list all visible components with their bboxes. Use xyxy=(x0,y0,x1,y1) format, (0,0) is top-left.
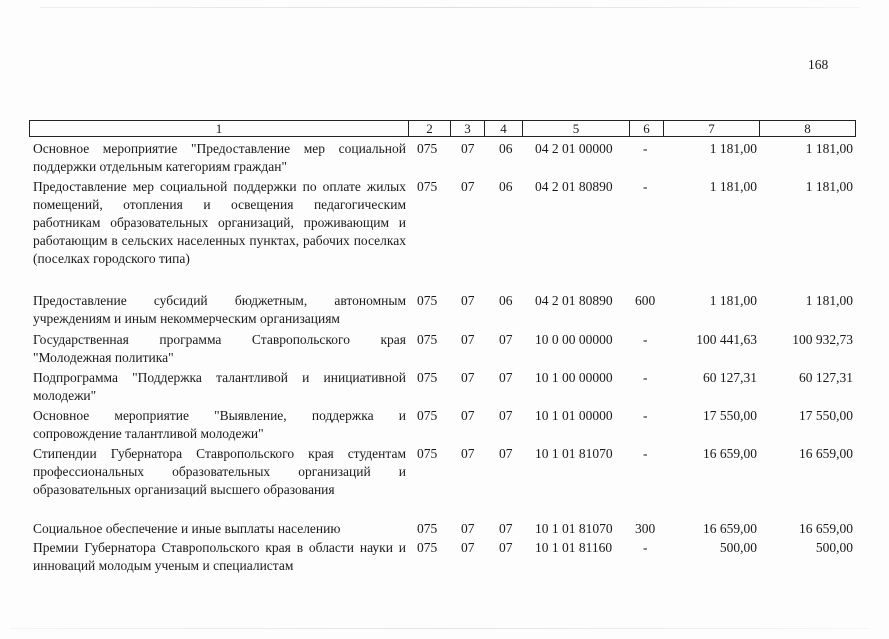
row-subsection: 06 xyxy=(499,293,513,308)
row-target-article: 04 2 01 80890 xyxy=(535,179,613,194)
row-section: 07 xyxy=(461,446,475,461)
row-amount-2: 16 659,00 xyxy=(799,446,853,461)
row-expense-type: - xyxy=(643,141,648,156)
row-subsection: 07 xyxy=(499,370,513,385)
scan-edge-bottom xyxy=(10,628,870,629)
row-expense-type: - xyxy=(643,179,648,194)
row-ministry-code: 075 xyxy=(417,408,438,423)
table-header xyxy=(29,120,856,137)
header-col-8: 8 xyxy=(759,121,855,136)
row-ministry-code: 075 xyxy=(417,540,438,555)
row-amount-1: 16 659,00 xyxy=(703,521,757,536)
row-ministry-code: 075 xyxy=(417,521,438,536)
row-description: Государственная программа Ставропольского края "Молодежная политика" xyxy=(33,332,406,365)
row-amount-2: 1 181,00 xyxy=(805,293,853,308)
row-target-article: 10 1 01 81160 xyxy=(535,540,613,555)
header-col-5: 5 xyxy=(522,121,629,136)
row-expense-type: - xyxy=(643,540,648,555)
row-target-article: 10 1 01 81070 xyxy=(535,446,613,461)
header-col-7: 7 xyxy=(663,121,759,136)
row-target-article: 10 1 01 00000 xyxy=(535,408,613,423)
row-description: Социальное обеспечение и иные выплаты населению xyxy=(33,521,341,536)
row-expense-type: - xyxy=(643,370,648,385)
row-subsection: 07 xyxy=(499,332,513,347)
row-target-article: 10 0 00 00000 xyxy=(535,332,613,347)
row-subsection: 07 xyxy=(499,540,513,555)
header-col-1: 1 xyxy=(215,121,223,136)
row-target-article: 10 1 00 00000 xyxy=(535,370,613,385)
row-subsection: 06 xyxy=(499,141,513,156)
row-description: Основное мероприятие "Выявление, поддержка и сопровождение талантливой молодежи" xyxy=(33,408,406,441)
row-target-article: 10 1 01 81070 xyxy=(535,521,613,536)
row-ministry-code: 075 xyxy=(417,293,438,308)
row-description: Предоставление субсидий бюджетным, автономным учреждениям и иным некоммерческим организациям xyxy=(33,293,406,326)
row-description: Стипендии Губернатора Ставропольского края студентам профессиональных образовательных организаций и образовательных организаций высшего образования xyxy=(33,446,406,497)
row-amount-1: 1 181,00 xyxy=(709,179,757,194)
row-amount-1: 100 441,63 xyxy=(696,332,757,347)
row-section: 07 xyxy=(461,521,475,536)
row-expense-type: - xyxy=(643,408,648,423)
header-col-3: 3 xyxy=(450,121,484,136)
row-subsection: 07 xyxy=(499,446,513,461)
row-ministry-code: 075 xyxy=(417,179,438,194)
header-col-6: 6 xyxy=(629,121,663,136)
row-section: 07 xyxy=(461,408,475,423)
row-subsection: 07 xyxy=(499,521,513,536)
row-target-article: 04 2 01 80890 xyxy=(535,293,613,308)
page-number: 168 xyxy=(808,57,829,72)
row-amount-2: 17 550,00 xyxy=(799,408,853,423)
row-section: 07 xyxy=(461,540,475,555)
row-target-article: 04 2 01 00000 xyxy=(535,141,613,156)
row-amount-1: 60 127,31 xyxy=(703,370,757,385)
row-description: Предоставление мер социальной поддержки по оплате жилых помещений, отопления и освещения педагогическим работникам образовательных организаций, проживающим и работающим в сельских населенных пунктах, рабочих поселках (поселках городского типа) xyxy=(33,179,406,266)
header-col-2: 2 xyxy=(408,121,450,136)
row-amount-2: 500,00 xyxy=(815,540,853,555)
row-description: Премии Губернатора Ставропольского края в области науки и инноваций молодым ученым и специалистам xyxy=(33,540,406,573)
row-expense-type: 300 xyxy=(635,521,656,536)
row-amount-1: 500,00 xyxy=(719,540,757,555)
row-ministry-code: 075 xyxy=(417,370,438,385)
row-section: 07 xyxy=(461,179,475,194)
header-col-4: 4 xyxy=(484,121,522,136)
row-description: Подпрограмма "Поддержка талантливой и инициативной молодежи" xyxy=(33,370,406,403)
row-section: 07 xyxy=(461,141,475,156)
row-ministry-code: 075 xyxy=(417,141,438,156)
row-amount-1: 17 550,00 xyxy=(703,408,757,423)
row-expense-type: - xyxy=(643,446,648,461)
row-ministry-code: 075 xyxy=(417,446,438,461)
row-amount-1: 16 659,00 xyxy=(703,446,757,461)
row-section: 07 xyxy=(461,293,475,308)
row-ministry-code: 075 xyxy=(417,332,438,347)
row-amount-1: 1 181,00 xyxy=(709,141,757,156)
row-amount-2: 16 659,00 xyxy=(799,521,853,536)
row-amount-2: 1 181,00 xyxy=(805,141,853,156)
row-subsection: 07 xyxy=(499,408,513,423)
row-amount-2: 1 181,00 xyxy=(805,179,853,194)
row-amount-2: 60 127,31 xyxy=(799,370,853,385)
row-section: 07 xyxy=(461,332,475,347)
row-section: 07 xyxy=(461,370,475,385)
row-expense-type: 600 xyxy=(635,293,656,308)
row-description: Основное мероприятие "Предоставление мер социальной поддержки отдельным категориям граждан" xyxy=(33,141,406,174)
row-amount-1: 1 181,00 xyxy=(709,293,757,308)
scan-edge-top xyxy=(40,7,860,8)
row-expense-type: - xyxy=(643,332,648,347)
row-amount-2: 100 932,73 xyxy=(792,332,853,347)
row-subsection: 06 xyxy=(499,179,513,194)
